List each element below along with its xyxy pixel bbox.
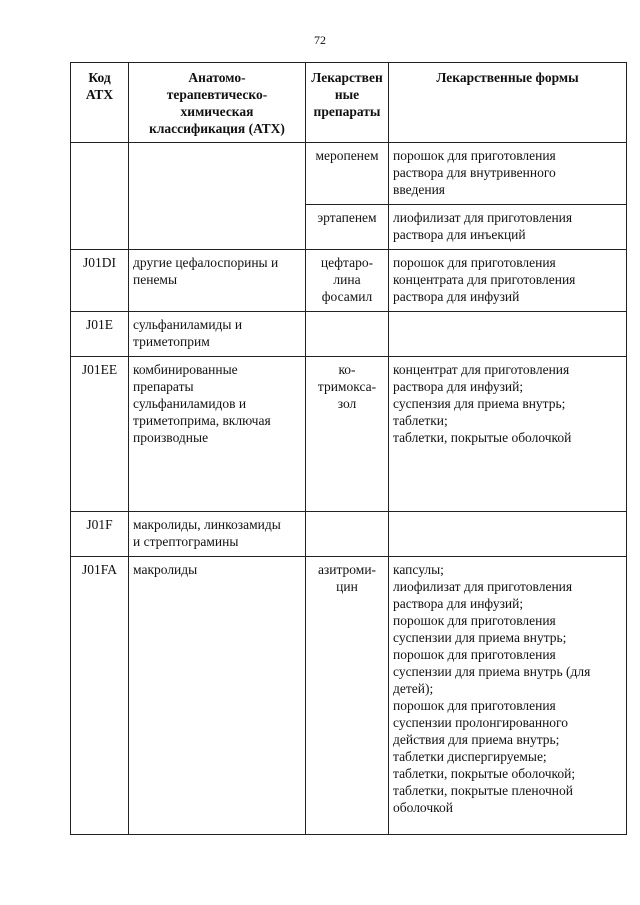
table-row <box>71 312 627 357</box>
header-forms <box>389 63 627 143</box>
cell-line: Код <box>88 70 111 85</box>
cell-line: оболочкой <box>393 800 453 815</box>
table-row <box>71 512 627 557</box>
cell-line: другие цефалоспорины и <box>133 255 279 270</box>
cell-line: АТХ <box>85 87 114 102</box>
cell-line: макролиды <box>133 562 198 577</box>
header-drugs <box>306 63 389 143</box>
cell-line: препараты <box>133 379 194 394</box>
cell-line: раствора для инфузий; <box>393 379 524 394</box>
header-row <box>71 63 627 143</box>
cell-line: сульфаниламидов и <box>133 396 247 411</box>
cell-line: зол <box>337 396 357 411</box>
cell-line: таблетки; <box>393 413 448 428</box>
cell-line: Лекарствен <box>311 70 383 85</box>
cell-line: цин <box>336 579 358 594</box>
cell-line: азитроми- <box>317 562 377 577</box>
cell-line: цефтаро- <box>320 255 374 270</box>
cell-line: раствора для инъекций <box>393 227 526 242</box>
drug-cell <box>306 312 389 357</box>
cell-line: классификация (АТХ) <box>149 121 285 136</box>
dosage-forms-cell <box>389 312 627 357</box>
cell-line: эртапенем <box>317 210 377 225</box>
cell-line: Лекарственные формы <box>436 70 579 85</box>
cell-line: химическая <box>180 104 254 119</box>
header-code <box>71 63 129 143</box>
cell-line: терапевтическо- <box>166 87 268 102</box>
cell-line: суспензии для приема внутрь; <box>393 630 567 645</box>
cell-line: триметоприм <box>133 334 210 349</box>
header-classification <box>129 63 306 143</box>
cell-line: концентрата для приготовления <box>393 272 576 287</box>
cell-line: капсулы; <box>393 562 444 577</box>
page-number: 72 <box>314 33 326 47</box>
classification-cell <box>129 557 306 835</box>
cell-line: концентрат для приготовления <box>393 362 570 377</box>
cell-line: раствора для инфузий; <box>393 596 524 611</box>
cell-line: таблетки диспергируемые; <box>393 749 547 764</box>
cell-line: порошок для приготовления <box>393 255 556 270</box>
cell-line: макролиды, линкозамиды <box>133 517 281 532</box>
cell-line: препараты <box>313 104 381 119</box>
cell-line: производные <box>133 430 209 445</box>
cell-line: порошок для приготовления <box>393 698 556 713</box>
table-row <box>71 143 627 205</box>
cell-line: сульфаниламиды и <box>133 317 243 332</box>
table-row <box>71 357 627 512</box>
cell-line: комбинированные <box>133 362 238 377</box>
table-body <box>71 143 627 835</box>
cell-line: детей); <box>393 681 434 696</box>
dosage-forms-cell <box>389 143 627 205</box>
cell-line: ко- <box>338 362 356 377</box>
atx-code-cell: J01E <box>71 312 129 357</box>
cell-line: действия для приема внутрь; <box>393 732 560 747</box>
atx-code-cell: J01FA <box>71 557 129 835</box>
classification-cell <box>129 512 306 557</box>
cell-line: введения <box>393 182 446 197</box>
atx-code-cell: J01EE <box>71 357 129 512</box>
cell-line: пенемы <box>133 272 178 287</box>
cell-line: и стрептограмины <box>133 534 239 549</box>
cell-line: таблетки, покрытые оболочкой; <box>393 766 576 781</box>
cell-line: таблетки, покрытые оболочкой <box>393 430 572 445</box>
drug-cell <box>306 250 389 312</box>
cell-line: меропенем <box>315 148 379 163</box>
dosage-forms-cell <box>389 205 627 250</box>
cell-line: лиофилизат для приготовления <box>393 579 573 594</box>
table-row <box>71 250 627 312</box>
atx-code-cell <box>71 143 129 250</box>
cell-line: суспензия для приема внутрь; <box>393 396 566 411</box>
dosage-forms-cell <box>389 357 627 512</box>
classification-cell <box>129 250 306 312</box>
drug-cell <box>306 143 389 205</box>
drug-cell <box>306 512 389 557</box>
cell-line: Анатомо- <box>188 70 246 85</box>
cell-line: порошок для приготовления <box>393 148 556 163</box>
cell-line: фосамил <box>321 289 373 304</box>
cell-line: таблетки, покрытые пленочной <box>393 783 574 798</box>
cell-line: тримокса- <box>317 379 377 394</box>
cell-line: порошок для приготовления <box>393 647 556 662</box>
drug-cell <box>306 205 389 250</box>
atx-table <box>70 62 627 835</box>
classification-cell <box>129 143 306 250</box>
cell-line: лина <box>333 272 361 287</box>
dosage-forms-cell <box>389 250 627 312</box>
cell-line: суспензии для приема внутрь (для <box>393 664 591 679</box>
cell-line: триметоприма, включая <box>133 413 271 428</box>
drug-cell <box>306 557 389 835</box>
classification-cell <box>129 312 306 357</box>
cell-line: ные <box>334 87 360 102</box>
table-row <box>71 557 627 835</box>
dosage-forms-cell <box>389 557 627 835</box>
cell-line: раствора для внутривенного <box>393 165 556 180</box>
atx-code-cell: J01F <box>71 512 129 557</box>
cell-line: раствора для инфузий <box>393 289 520 304</box>
drug-cell <box>306 357 389 512</box>
classification-cell <box>129 357 306 512</box>
cell-line: суспензии пролонгированного <box>393 715 569 730</box>
cell-line: лиофилизат для приготовления <box>393 210 573 225</box>
cell-line: порошок для приготовления <box>393 613 556 628</box>
dosage-forms-cell <box>389 512 627 557</box>
atx-code-cell: J01DI <box>71 250 129 312</box>
